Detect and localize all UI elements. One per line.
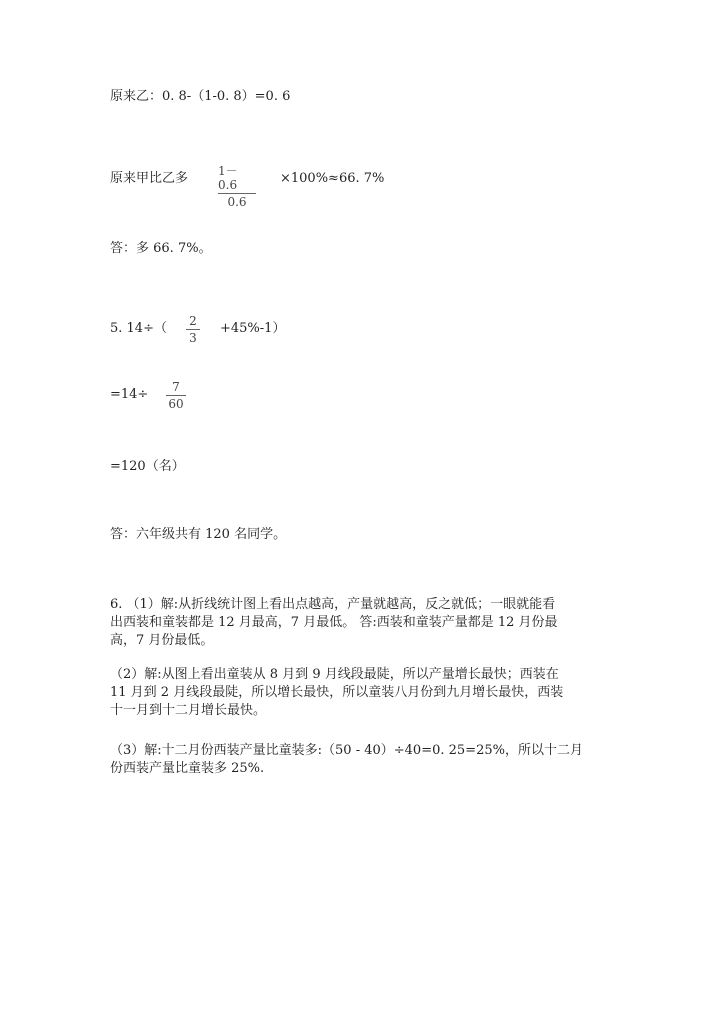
fraction-bar [166, 395, 186, 396]
text-line: 高，7 月份最低。 [110, 633, 214, 648]
text-line: 十一月到十二月增长最快。 [110, 703, 267, 718]
fraction-two-thirds [186, 314, 200, 345]
text-line: （2）解:从图上看出童装从 8 月到 9 月线段最陡，所以产量增长最快；西装在 [110, 667, 559, 682]
q5-prefix: 5. 14÷（ [110, 321, 167, 336]
text-line: （3）解:十二月份西装产量比童装多:（50 - 40）÷40=0. 25=25%，所以十二月 [110, 743, 583, 758]
fraction-denominator: 3 [189, 331, 197, 345]
q5-suffix: +45%-1） [220, 321, 286, 336]
q6-part3 [110, 742, 610, 778]
fraction-bar [218, 193, 256, 194]
answer-2: 答：六年级共有 120 名同学。 [110, 527, 287, 542]
q6-part2 [110, 666, 610, 720]
fraction-numerator: 2 [189, 314, 197, 328]
fraction-numerator: 1－0.6 [218, 164, 238, 192]
answer-1: 答：多 66. 7%。 [110, 241, 212, 256]
q5-step2-prefix: =14÷ [110, 387, 149, 402]
fraction-denominator: 0.6 [227, 195, 247, 209]
line-a-more-than-b-suffix: ×100%≈66. 7% [280, 171, 385, 186]
text-line: 11 月到 2 月线段最陡，所以增长最快，所以童装八月份到九月增长最快，西装 [110, 685, 564, 700]
text-line: 份西装产量比童装多 25%. [110, 761, 265, 776]
fraction-bar [186, 329, 200, 330]
line-a-more-than-b-prefix: 原来甲比乙多 [110, 171, 189, 186]
text-line: 出西装和童装都是 12 月最高，7 月最低。 答:西装和童装产量都是 12 月份最 [110, 615, 558, 630]
q6-part1 [110, 596, 610, 650]
text-line: 6. （1）解:从折线统计图上看出点越高，产量就越高，反之就低；一眼就能看 [110, 597, 556, 612]
fraction-a-over-b [218, 164, 256, 209]
fraction-numerator: 7 [172, 380, 180, 394]
fraction-seven-sixtieths [166, 380, 186, 411]
line-original-b: 原来乙：0. 8-（1-0. 8）=0. 6 [110, 89, 291, 104]
q5-result: =120（名） [110, 459, 185, 474]
fraction-denominator: 60 [168, 397, 184, 411]
